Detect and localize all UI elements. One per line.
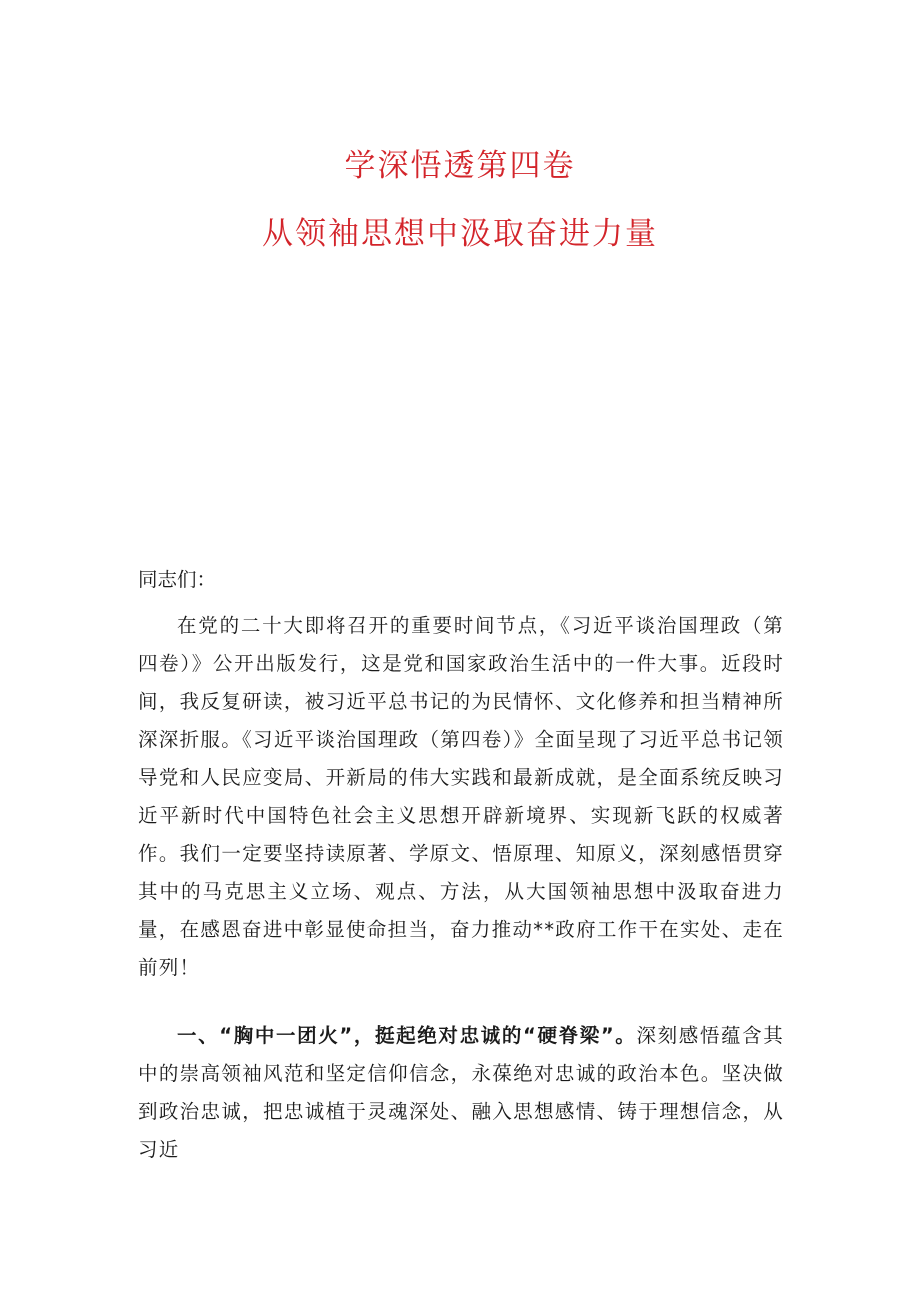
document-title-line-2: 从领袖思想中汲取奋进力量: [262, 216, 658, 252]
salutation: 同志们：: [138, 568, 217, 591]
paragraph-1: 在党的二十大即将召开的重要时间节点，《习近平谈治国理政（第四卷）》公开出版发行，这是党和国家政治生活中的一件大事。近段时间，我反复研读，被习近平总书记的为民情怀、文化修养和担当精神所深深折服。《习近平谈治国理政（第四卷）》全面呈现了习近平总书记领导党和人民应变局、开新局的伟大实践和最新成就，是全面系统反映习近平新时代中国特色社会主义思想开辟新境界、实现新飞跃的权威著作。我们一定要坚持读原著、学原文、悟原理、知原义，深刻感悟贯穿其中的马克思主义立场、观点、方法，从大国领袖思想中汲取奋进力量，在感恩奋进中彰显使命担当，奋力推动**政府工作干在实处、走在前列！: [138, 614, 784, 979]
document-title-line-1: 学深悟透第四卷: [344, 148, 576, 184]
paragraph-2: [138, 1017, 784, 1169]
paragraph-2-text: 深刻感悟蕴含其中的崇高领袖风范和坚定信仰信念，永葆绝对忠诚的政治本色。坚决做到政治忠诚，把忠诚植于灵魂深处、融入思想感情、铸于理想信念，从习近: [138, 1024, 784, 1161]
section-heading-1: 一、“胸中一团火”，挺起绝对忠诚的“硬脊梁”。: [177, 1024, 637, 1047]
